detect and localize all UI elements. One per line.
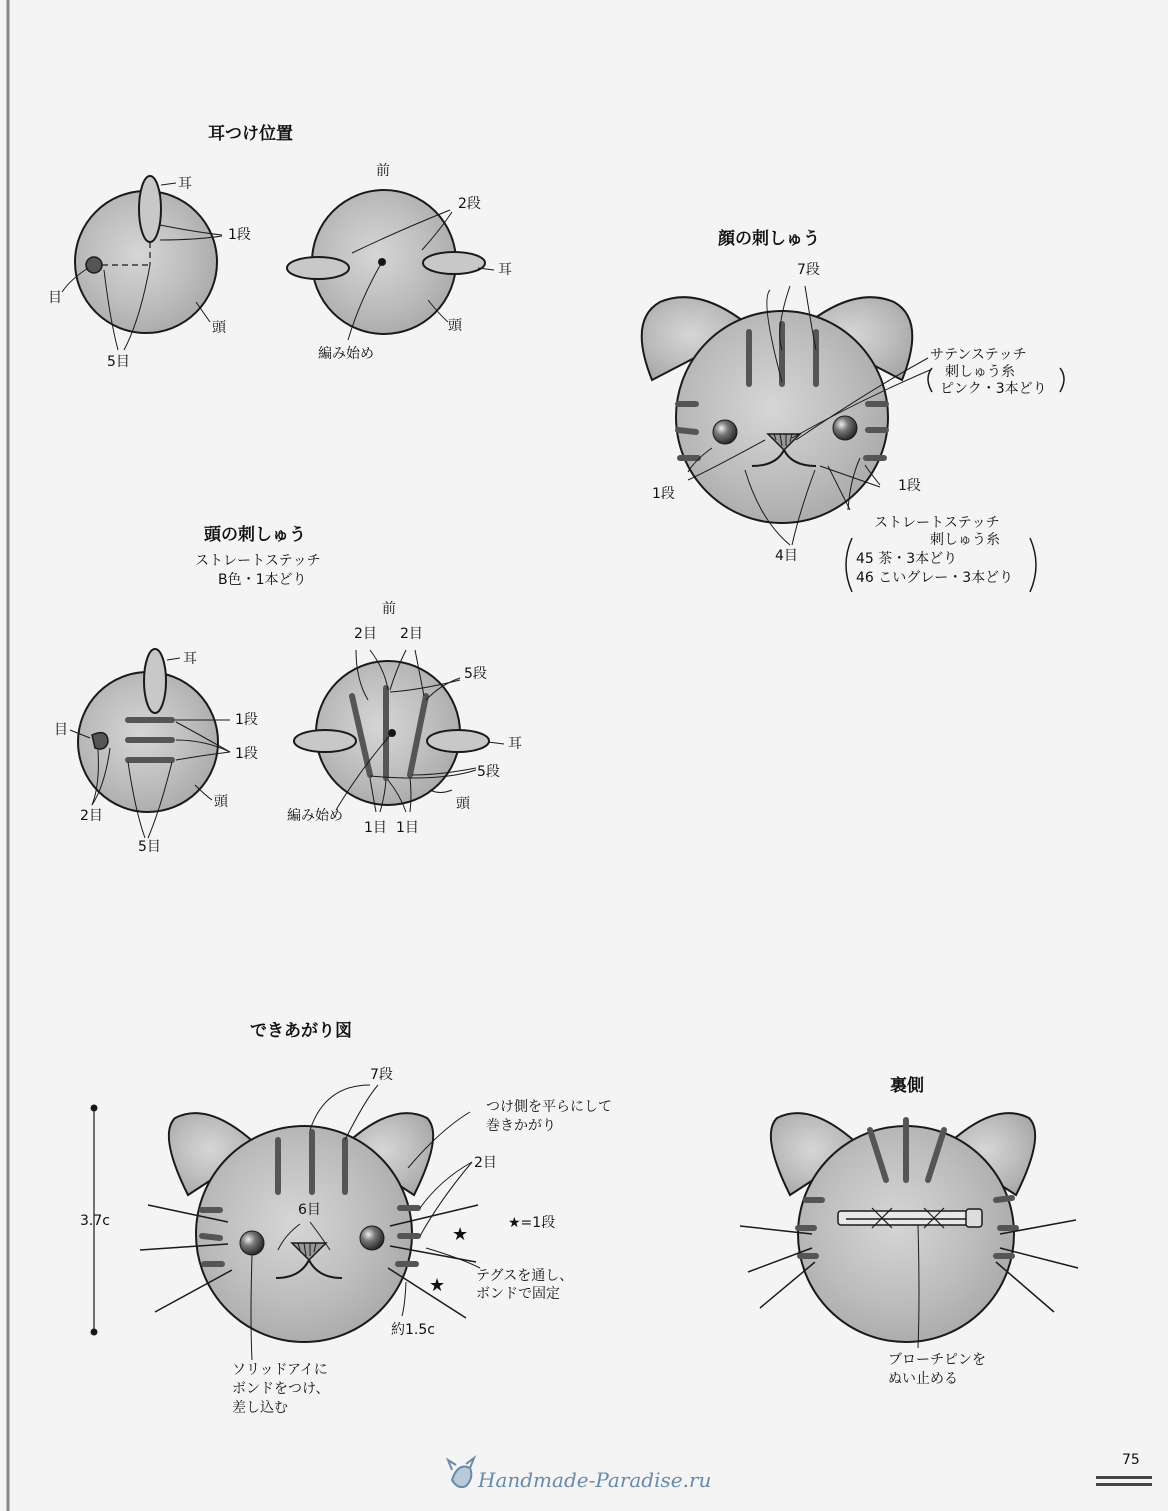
stitch-label: 5目 — [107, 354, 130, 370]
watermark: Handmade-Paradise.ru — [478, 1468, 712, 1492]
head-label: 頭 — [212, 320, 226, 336]
thread-color-label: ピンク・3本どり — [940, 381, 1047, 397]
face-embroidery-diagram — [642, 286, 1064, 592]
thread-label: 刺しゅう糸 — [945, 364, 1015, 380]
brooch-pin — [838, 1208, 982, 1228]
thread-color-45: 45 茶・3本どり — [856, 551, 958, 567]
row-label: 2段 — [458, 196, 481, 212]
page-ornament — [1096, 1476, 1152, 1490]
finished-title: できあがり図 — [250, 1021, 352, 1041]
ear-label: 耳 — [498, 262, 512, 278]
row-label: 7段 — [797, 262, 820, 278]
satin-stitch-label: サテンステッチ — [930, 347, 1027, 363]
ear-label: 耳 — [183, 651, 197, 667]
row-label: 1段 — [898, 478, 921, 494]
row-label: 5段 — [464, 666, 487, 682]
star-mark: ★ — [429, 1275, 446, 1296]
eye-label: 目 — [54, 722, 68, 738]
stitch-label: 6目 — [298, 1202, 321, 1218]
head-label: 頭 — [214, 794, 228, 810]
row-label: 5段 — [477, 764, 500, 780]
straight-stitch-label: ストレートステッチ — [195, 553, 321, 569]
eye-label: 目 — [48, 290, 62, 306]
stitch-label: 2目 — [354, 626, 377, 642]
front-label: 前 — [376, 163, 390, 179]
straight-stitch-label: ストレートステッチ — [874, 515, 1000, 531]
front-label: 前 — [382, 601, 396, 617]
row-label: 1段 — [235, 712, 258, 728]
stitch-label: 2目 — [474, 1155, 497, 1171]
eye-note-3: 差し込む — [232, 1400, 288, 1416]
stitch-label: 5目 — [138, 839, 161, 855]
row-label: 1段 — [652, 486, 675, 502]
back-title: 裏側 — [890, 1076, 924, 1096]
head-label: 頭 — [448, 318, 462, 334]
thread-label: B色・1本どり — [218, 572, 307, 588]
whisker-note-2: ボンドで固定 — [476, 1286, 560, 1302]
length-dimension: 約1.5c — [391, 1322, 435, 1338]
cat-logo-icon — [448, 1458, 474, 1487]
head-label: 頭 — [456, 796, 470, 812]
brooch-note-2: ぬい止める — [888, 1371, 958, 1387]
face-embroidery-title: 顔の刺しゅう — [718, 229, 820, 249]
stitch-label: 4目 — [775, 548, 798, 564]
note-flat-side: つけ側を平らにして — [486, 1099, 612, 1115]
thread-color-46: 46 こいグレー・3本どり — [856, 570, 1014, 586]
back-view-diagram — [740, 1113, 1078, 1348]
crochet-start-label: 編み始め — [318, 346, 374, 362]
row-label: 1段 — [228, 227, 251, 243]
whisker-note-1: テグスを通し、 — [476, 1268, 574, 1284]
thread-label: 刺しゅう糸 — [930, 532, 1000, 548]
brooch-note-1: ブローチピンを — [888, 1352, 986, 1368]
head-embroidery-title: 頭の刺しゅう — [204, 525, 306, 545]
ear-label: 耳 — [508, 736, 522, 752]
stitch-label: 2目 — [80, 808, 103, 824]
ear-label: 耳 — [178, 176, 192, 192]
finished-front-diagram — [92, 1085, 481, 1360]
stitch-label: 1目 — [396, 820, 419, 836]
star-mark: ★ — [452, 1224, 469, 1245]
height-dimension: 3.7c — [80, 1213, 110, 1229]
row-label: 1段 — [235, 746, 258, 762]
ear-position-side-view — [62, 176, 222, 350]
eye-note-2: ボンドをつけ、 — [232, 1381, 330, 1397]
stitch-label: 1目 — [364, 820, 387, 836]
row-label: 7段 — [370, 1067, 393, 1083]
page-number: 75 — [1122, 1452, 1140, 1468]
note-whipstitch: 巻きかがり — [486, 1118, 556, 1134]
star-legend: ★=1段 — [508, 1215, 556, 1231]
crochet-start-label: 編み始め — [287, 808, 343, 824]
eye-note-1: ソリッドアイに — [232, 1362, 328, 1378]
stitch-label: 2目 — [400, 626, 423, 642]
ear-position-title: 耳つけ位置 — [208, 124, 293, 144]
